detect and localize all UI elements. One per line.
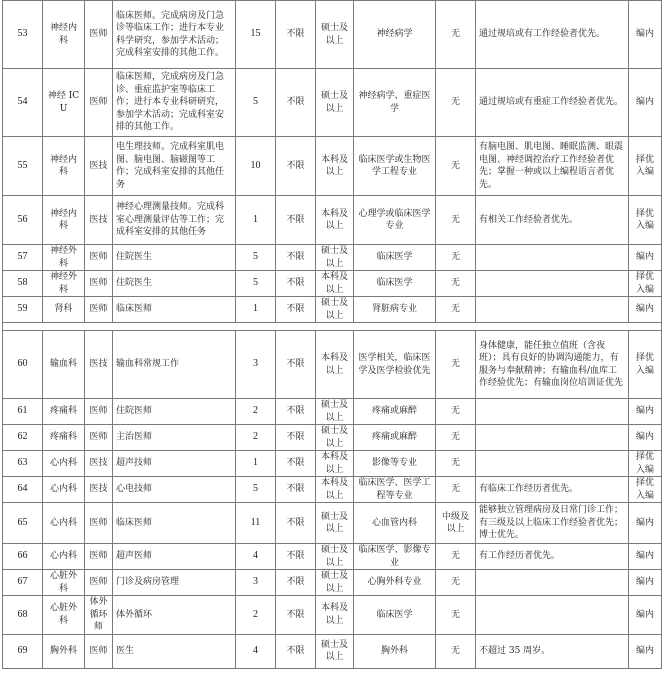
age-cell: 不限 [276, 331, 316, 399]
table-row [3, 634, 662, 668]
other-requirements-cell: 有临床工作经历者优先。 [476, 477, 629, 503]
headcount-cell: 5 [236, 69, 276, 137]
education-cell: 本科及以上 [316, 137, 354, 196]
row-number: 55 [3, 137, 43, 196]
headcount-cell: 15 [236, 1, 276, 69]
staffing-cell: 择优入编 [629, 271, 662, 297]
table-row [3, 271, 662, 297]
other-requirements-cell: 通过规培或有工作经验者优先。 [476, 1, 629, 69]
other-requirements-cell: 通过规培或有重症工作经验者优先。 [476, 69, 629, 137]
headcount-cell: 3 [236, 331, 276, 399]
row-number: 67 [3, 570, 43, 596]
education-cell: 硕士及以上 [316, 297, 354, 323]
department-cell: 疼痛科 [43, 399, 85, 425]
major-cell: 临床医学或生物医学工程专业 [354, 137, 436, 196]
other-requirements-cell [476, 451, 629, 477]
age-cell: 不限 [276, 196, 316, 245]
major-cell: 神经病学 [354, 1, 436, 69]
education-cell: 本科及以上 [316, 196, 354, 245]
staffing-cell: 编内 [629, 69, 662, 137]
table-row [3, 544, 662, 570]
staffing-cell: 编内 [629, 399, 662, 425]
education-cell: 本科及以上 [316, 477, 354, 503]
age-cell: 不限 [276, 596, 316, 635]
education-cell: 硕士及以上 [316, 503, 354, 544]
major-cell: 影像等专业 [354, 451, 436, 477]
category-cell: 医技 [85, 137, 113, 196]
headcount-cell: 4 [236, 634, 276, 668]
other-requirements-cell [476, 596, 629, 635]
department-cell: 心脏外科 [43, 570, 85, 596]
major-cell: 肾脏病专业 [354, 297, 436, 323]
category-cell: 医师 [85, 544, 113, 570]
headcount-cell: 1 [236, 451, 276, 477]
table-body [3, 1, 662, 669]
department-cell: 神经 ICU [43, 69, 85, 137]
staffing-cell: 编内 [629, 297, 662, 323]
other-requirements-cell: 能够独立管理病房及日常门诊工作；有三级及以上临床工作经验者优先；博士优先。 [476, 503, 629, 544]
major-cell: 临床医学、影像专业 [354, 544, 436, 570]
staffing-cell: 择优入编 [629, 331, 662, 399]
education-cell: 硕士及以上 [316, 544, 354, 570]
staffing-cell: 择优入编 [629, 137, 662, 196]
category-cell: 医技 [85, 196, 113, 245]
table-row [3, 69, 662, 137]
category-cell: 医师 [85, 245, 113, 271]
staffing-cell: 编内 [629, 596, 662, 635]
education-cell: 硕士及以上 [316, 634, 354, 668]
education-cell: 硕士及以上 [316, 245, 354, 271]
staffing-cell: 编内 [629, 1, 662, 69]
staffing-cell: 编内 [629, 503, 662, 544]
duty-cell: 医生 [113, 634, 236, 668]
title-cell: 无 [436, 297, 476, 323]
duty-cell: 心电技师 [113, 477, 236, 503]
staffing-cell: 择优入编 [629, 451, 662, 477]
age-cell: 不限 [276, 245, 316, 271]
title-cell: 无 [436, 399, 476, 425]
major-cell: 心血管内科 [354, 503, 436, 544]
title-cell: 无 [436, 544, 476, 570]
row-number: 56 [3, 196, 43, 245]
department-cell: 胸外科 [43, 634, 85, 668]
age-cell: 不限 [276, 503, 316, 544]
category-cell: 医技 [85, 477, 113, 503]
headcount-cell: 10 [236, 137, 276, 196]
row-number: 66 [3, 544, 43, 570]
table-row [3, 477, 662, 503]
department-cell: 肾科 [43, 297, 85, 323]
duty-cell: 临床医师 [113, 503, 236, 544]
department-cell: 神经外科 [43, 245, 85, 271]
major-cell: 临床医学 [354, 596, 436, 635]
duty-cell: 超声医师 [113, 544, 236, 570]
category-cell: 医师 [85, 1, 113, 69]
major-cell: 临床医学、医学工程等专业 [354, 477, 436, 503]
major-cell: 临床医学 [354, 245, 436, 271]
department-cell: 神经内科 [43, 196, 85, 245]
education-cell: 本科及以上 [316, 451, 354, 477]
headcount-cell: 3 [236, 570, 276, 596]
title-cell: 无 [436, 1, 476, 69]
row-number: 58 [3, 271, 43, 297]
major-cell: 神经病学、重症医学 [354, 69, 436, 137]
department-cell: 心内科 [43, 477, 85, 503]
duty-cell: 体外循环 [113, 596, 236, 635]
staffing-cell: 编内 [629, 245, 662, 271]
category-cell: 医师 [85, 69, 113, 137]
age-cell: 不限 [276, 451, 316, 477]
education-cell: 本科及以上 [316, 271, 354, 297]
title-cell: 无 [436, 570, 476, 596]
education-cell: 硕士及以上 [316, 399, 354, 425]
department-cell: 疼痛科 [43, 425, 85, 451]
title-cell: 无 [436, 137, 476, 196]
major-cell: 临床医学 [354, 271, 436, 297]
row-number: 62 [3, 425, 43, 451]
table-row [3, 503, 662, 544]
category-cell: 医师 [85, 634, 113, 668]
category-cell: 医技 [85, 331, 113, 399]
major-cell: 心胸外科专业 [354, 570, 436, 596]
title-cell: 无 [436, 451, 476, 477]
headcount-cell: 5 [236, 271, 276, 297]
category-cell: 体外循环师 [85, 596, 113, 635]
table-row [3, 245, 662, 271]
duty-cell: 门诊及病房管理 [113, 570, 236, 596]
department-cell: 输血科 [43, 331, 85, 399]
recruitment-table [2, 0, 662, 669]
major-cell: 疼痛或麻醉 [354, 399, 436, 425]
other-requirements-cell [476, 425, 629, 451]
major-cell: 心理学或临床医学专业 [354, 196, 436, 245]
table-row [3, 399, 662, 425]
other-requirements-cell [476, 570, 629, 596]
department-cell: 神经外科 [43, 271, 85, 297]
age-cell: 不限 [276, 570, 316, 596]
table-row [3, 570, 662, 596]
table-row [3, 331, 662, 399]
duty-cell: 临床医师。完成病房及门急诊等临床工作；进行本专业科学研究，参加学术活动；完成科室安排的其他工作。 [113, 1, 236, 69]
department-cell: 心内科 [43, 503, 85, 544]
headcount-cell: 5 [236, 245, 276, 271]
major-cell: 疼痛或麻醉 [354, 425, 436, 451]
duty-cell: 神经心理测量技师。完成科室心理测量评估等工作；完成科室安排的其他任务 [113, 196, 236, 245]
row-number: 65 [3, 503, 43, 544]
headcount-cell: 5 [236, 477, 276, 503]
age-cell: 不限 [276, 1, 316, 69]
category-cell: 医师 [85, 570, 113, 596]
age-cell: 不限 [276, 477, 316, 503]
staffing-cell: 编内 [629, 634, 662, 668]
row-number: 63 [3, 451, 43, 477]
department-cell: 心内科 [43, 544, 85, 570]
age-cell: 不限 [276, 634, 316, 668]
title-cell: 无 [436, 477, 476, 503]
headcount-cell: 1 [236, 297, 276, 323]
table-row [3, 1, 662, 69]
duty-cell: 主治医师 [113, 425, 236, 451]
education-cell: 硕士及以上 [316, 570, 354, 596]
other-requirements-cell [476, 271, 629, 297]
duty-cell: 住院医生 [113, 271, 236, 297]
headcount-cell: 11 [236, 503, 276, 544]
headcount-cell: 2 [236, 596, 276, 635]
row-number: 54 [3, 69, 43, 137]
staffing-cell: 择优入编 [629, 196, 662, 245]
duty-cell: 临床医师，完成病房及门急诊、重症监护室等临床工作；进行本专业科研研究，参加学术活动；完成科室安排的其他工作。 [113, 69, 236, 137]
headcount-cell: 4 [236, 544, 276, 570]
category-cell: 医师 [85, 425, 113, 451]
headcount-cell: 2 [236, 425, 276, 451]
row-number: 64 [3, 477, 43, 503]
row-number: 69 [3, 634, 43, 668]
row-number: 57 [3, 245, 43, 271]
department-cell: 心内科 [43, 451, 85, 477]
section-gap [3, 323, 662, 331]
category-cell: 医师 [85, 503, 113, 544]
other-requirements-cell [476, 245, 629, 271]
title-cell: 无 [436, 596, 476, 635]
title-cell: 无 [436, 69, 476, 137]
other-requirements-cell: 身体健康，能任独立值班（含夜班）；具有良好的协调沟通能力，有服务与奉献精神；有输血科/血库工作经验优先；有输血岗位培训证优先 [476, 331, 629, 399]
department-cell: 心脏外科 [43, 596, 85, 635]
title-cell: 无 [436, 271, 476, 297]
other-requirements-cell [476, 297, 629, 323]
category-cell: 医师 [85, 271, 113, 297]
age-cell: 不限 [276, 297, 316, 323]
other-requirements-cell: 有工作经历者优先。 [476, 544, 629, 570]
table-row [3, 596, 662, 635]
duty-cell: 输血科常规工作 [113, 331, 236, 399]
major-cell: 医学相关，临床医学及医学检验优先 [354, 331, 436, 399]
row-number: 53 [3, 1, 43, 69]
staffing-cell: 编内 [629, 570, 662, 596]
title-cell: 无 [436, 425, 476, 451]
staffing-cell: 编内 [629, 544, 662, 570]
education-cell: 本科及以上 [316, 596, 354, 635]
title-cell: 无 [436, 196, 476, 245]
age-cell: 不限 [276, 544, 316, 570]
age-cell: 不限 [276, 399, 316, 425]
other-requirements-cell: 有脑电图、肌电图、睡眠监测、眼震电图、神经调控治疗工作经验者优先；掌握一种或以上编程语言者优先。 [476, 137, 629, 196]
age-cell: 不限 [276, 425, 316, 451]
education-cell: 硕士及以上 [316, 425, 354, 451]
row-number: 68 [3, 596, 43, 635]
headcount-cell: 1 [236, 196, 276, 245]
title-cell: 无 [436, 331, 476, 399]
education-cell: 硕士及以上 [316, 69, 354, 137]
table-row [3, 297, 662, 323]
row-number: 60 [3, 331, 43, 399]
category-cell: 医技 [85, 451, 113, 477]
duty-cell: 电生理技师。完成科室肌电图、脑电图、脑磁图等工作；完成科室安排的其他任务 [113, 137, 236, 196]
age-cell: 不限 [276, 271, 316, 297]
title-cell: 中级及以上 [436, 503, 476, 544]
other-requirements-cell [476, 399, 629, 425]
age-cell: 不限 [276, 137, 316, 196]
category-cell: 医师 [85, 399, 113, 425]
major-cell: 胸外科 [354, 634, 436, 668]
staffing-cell: 择优入编 [629, 477, 662, 503]
duty-cell: 超声技师 [113, 451, 236, 477]
row-number: 61 [3, 399, 43, 425]
age-cell: 不限 [276, 69, 316, 137]
duty-cell: 住院医师 [113, 399, 236, 425]
table-row [3, 137, 662, 196]
education-cell: 硕士及以上 [316, 1, 354, 69]
category-cell: 医师 [85, 297, 113, 323]
duty-cell: 住院医生 [113, 245, 236, 271]
title-cell: 无 [436, 634, 476, 668]
headcount-cell: 2 [236, 399, 276, 425]
education-cell: 本科及以上 [316, 331, 354, 399]
other-requirements-cell: 不超过 35 周岁。 [476, 634, 629, 668]
table-row [3, 451, 662, 477]
duty-cell: 临床医师 [113, 297, 236, 323]
title-cell: 无 [436, 245, 476, 271]
department-cell: 神经内科 [43, 137, 85, 196]
table-row [3, 425, 662, 451]
other-requirements-cell: 有相关工作经验者优先。 [476, 196, 629, 245]
staffing-cell: 编内 [629, 425, 662, 451]
row-number: 59 [3, 297, 43, 323]
table-row [3, 196, 662, 245]
department-cell: 神经内科 [43, 1, 85, 69]
